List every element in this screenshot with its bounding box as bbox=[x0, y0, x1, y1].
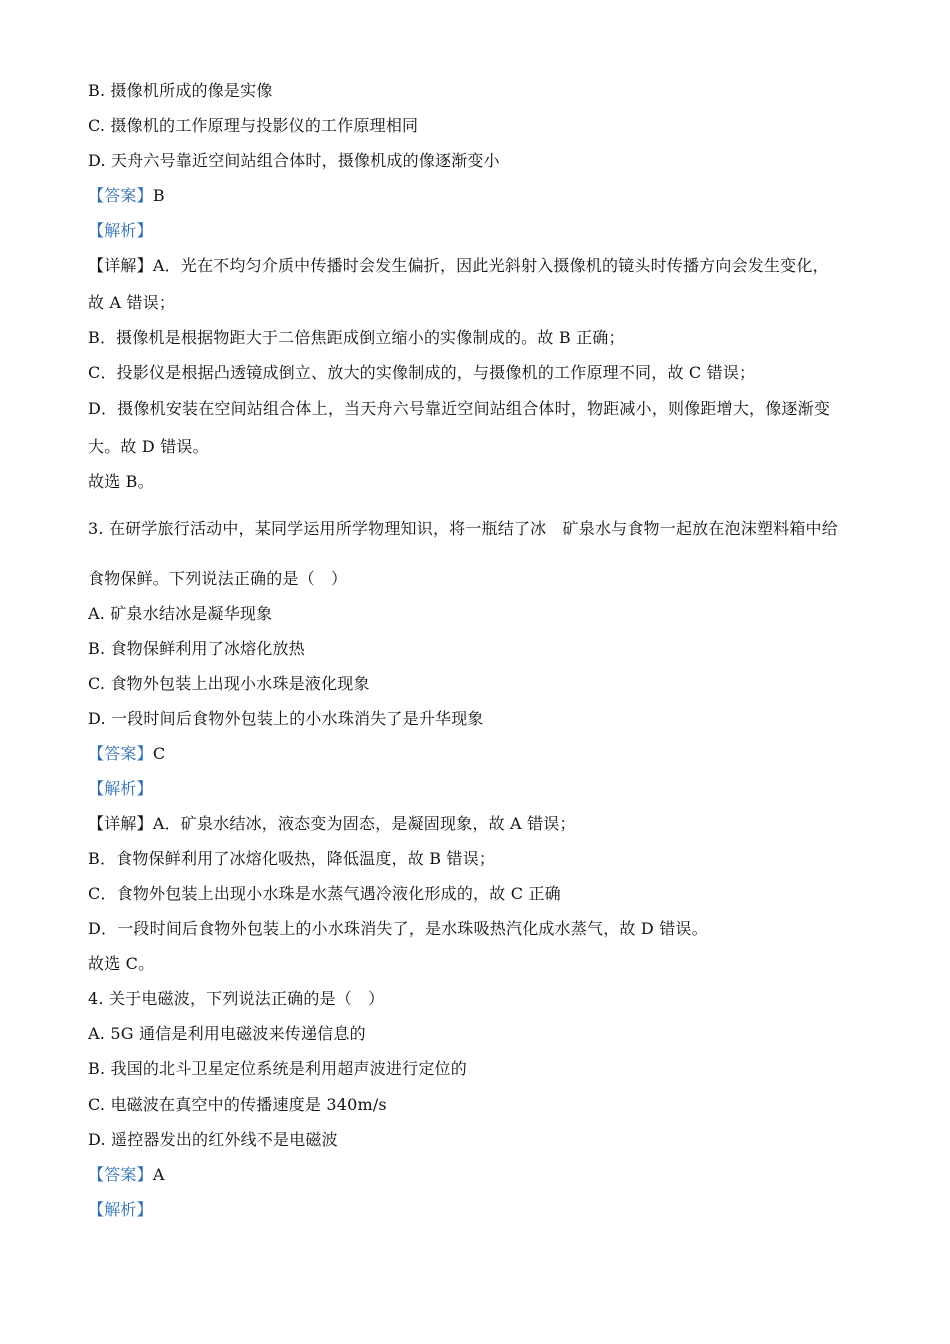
q2-analysis-line bbox=[88, 220, 153, 242]
q3-detail-d: D．一段时间后食物外包装上的小水珠消失了，是水珠吸热汽化成水蒸气，故 D 错误。 bbox=[88, 919, 708, 938]
q3-option-d: D. 一段时间后食物外包装上的小水珠消失了是升华现象 bbox=[88, 709, 484, 728]
q2-detail-a-text-1: A．光在不均匀介质中传播时会发生偏折，因此光斜射入摄像机的镜头时传播方向会发生变化， bbox=[152, 256, 829, 275]
q2-analysis-tag: 【解析】 bbox=[88, 221, 153, 240]
q4-answer: A bbox=[152, 1165, 165, 1184]
q4-answer-tag: 【答案】 bbox=[88, 1165, 153, 1184]
q3-conclusion: 故选 C。 bbox=[88, 954, 155, 973]
q2-answer-line bbox=[88, 185, 165, 207]
q3-answer: C bbox=[152, 744, 166, 763]
q4-option-b: B. 我国的北斗卫星定位系统是利用超声波进行定位的 bbox=[88, 1059, 467, 1078]
q3-stem-line-2: 食物保鲜。下列说法正确的是（ ） bbox=[88, 569, 348, 588]
q2-detail-c: C．投影仪是根据凸透镜成倒立、放大的实像制成的，与摄像机的工作原理不同，故 C 错误； bbox=[88, 363, 756, 382]
q3-option-a: A. 矿泉水结冰是凝华现象 bbox=[88, 604, 273, 623]
q4-analysis-line bbox=[88, 1199, 153, 1221]
q2-detail-b: B．摄像机是根据物距大于二倍焦距成倒立缩小的实像制成的。故 B 正确； bbox=[88, 328, 625, 347]
q2-option-d: D. 天舟六号靠近空间站组合体时，摄像机成的像逐渐变小 bbox=[88, 151, 500, 170]
q2-option-c: C. 摄像机的工作原理与投影仪的工作原理相同 bbox=[88, 116, 419, 135]
q3-option-c: C. 食物外包装上出现小水珠是液化现象 bbox=[88, 674, 370, 693]
q2-conclusion: 故选 B。 bbox=[88, 472, 154, 491]
q2-detail-a-line-2: 故 A 错误； bbox=[88, 293, 176, 312]
q3-detail-tag: 【详解】 bbox=[88, 814, 153, 833]
q3-detail-a-line bbox=[88, 813, 576, 835]
q2-answer-tag: 【答案】 bbox=[88, 186, 153, 205]
q3-stem-line-1: 3. 在研学旅行活动中，某同学运用所学物理知识，将一瓶结了冰 矿泉水与食物一起放在泡沫塑料箱中给 bbox=[88, 519, 838, 538]
q3-analysis-tag: 【解析】 bbox=[88, 779, 153, 798]
q4-option-a: A. 5G 通信是利用电磁波来传递信息的 bbox=[88, 1024, 366, 1043]
q3-detail-a-text: A．矿泉水结冰，液态变为固态，是凝固现象，故 A 错误； bbox=[152, 814, 576, 833]
q2-detail-d-line-1: D．摄像机安装在空间站组合体上，当天舟六号靠近空间站组合体时，物距减小，则像距增大，像逐渐变 bbox=[88, 399, 831, 418]
q3-analysis-line bbox=[88, 778, 153, 800]
q4-answer-line bbox=[88, 1164, 165, 1186]
q4-option-c: C. 电磁波在真空中的传播速度是 340m/s bbox=[88, 1095, 387, 1114]
q2-detail-tag: 【详解】 bbox=[88, 256, 153, 275]
q2-answer: B bbox=[152, 186, 165, 205]
q4-stem: 4. 关于电磁波，下列说法正确的是（ ） bbox=[88, 989, 385, 1008]
q3-answer-line bbox=[88, 743, 165, 765]
q2-detail-a-line-1 bbox=[88, 255, 829, 277]
q4-analysis-tag: 【解析】 bbox=[88, 1200, 153, 1219]
q3-option-b: B. 食物保鲜利用了冰熔化放热 bbox=[88, 639, 305, 658]
q2-option-b: B. 摄像机所成的像是实像 bbox=[88, 81, 273, 100]
q2-detail-d-line-2: 大。故 D 错误。 bbox=[88, 437, 209, 456]
q4-option-d: D. 遥控器发出的红外线不是电磁波 bbox=[88, 1130, 338, 1149]
q3-detail-c: C．食物外包装上出现小水珠是水蒸气遇冷液化形成的，故 C 正确 bbox=[88, 884, 561, 903]
q3-answer-tag: 【答案】 bbox=[88, 744, 153, 763]
q3-detail-b: B．食物保鲜利用了冰熔化吸热，降低温度，故 B 错误； bbox=[88, 849, 496, 868]
